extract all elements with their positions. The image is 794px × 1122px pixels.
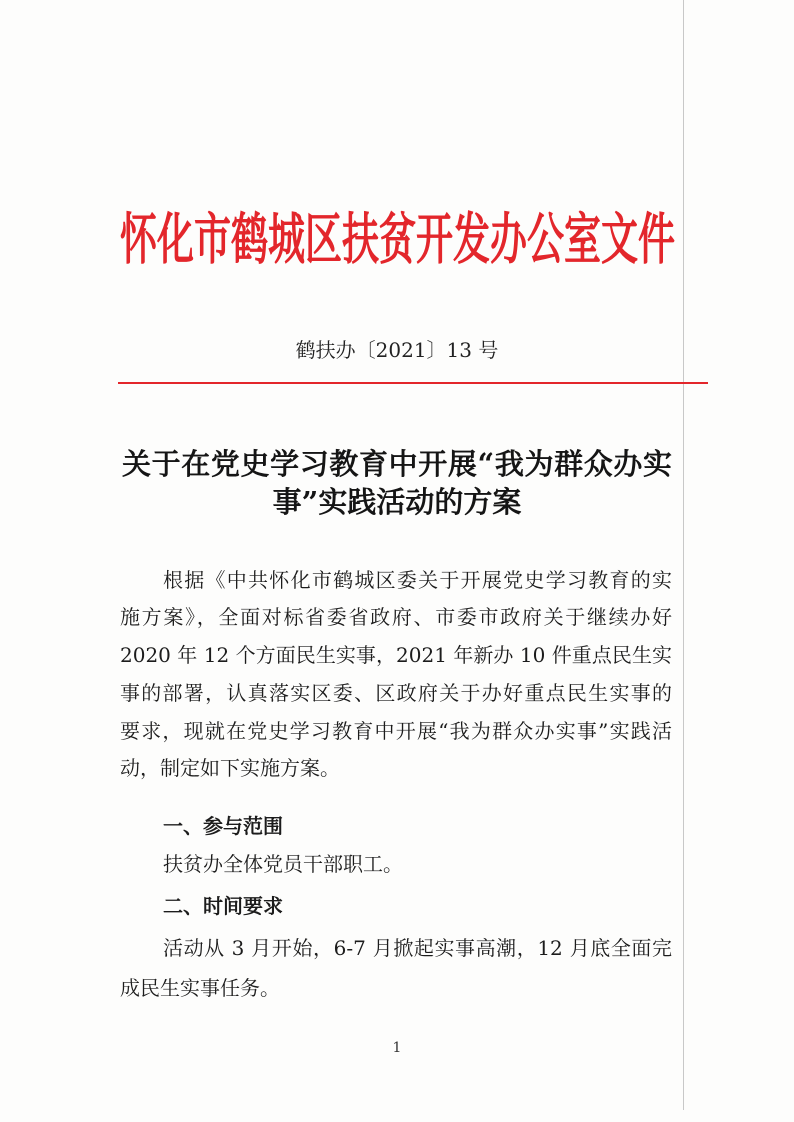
section-time-line: 活动从 3 月开始，6-7 月掀起实事高潮，12 月底全面完 bbox=[163, 936, 672, 960]
section-time-line: 成民生实事任务。 bbox=[120, 976, 280, 1000]
intro-paragraph-line: 动，制定如下实施方案。 bbox=[120, 756, 340, 780]
red-separator-rule bbox=[118, 382, 708, 384]
intro-paragraph-line: 事的部署，认真落实区委、区政府关于办好重点民生实事的 bbox=[120, 681, 672, 705]
section-scope-line: 扶贫办全体党员干部职工。 bbox=[163, 852, 403, 876]
intro-paragraph-line: 根据《中共怀化市鹤城区委关于开展党史学习教育的实 bbox=[163, 568, 672, 592]
document-number: 鹤扶办〔2021〕13 号 bbox=[295, 338, 499, 362]
document-title-line-2: 事”实践活动的方案 bbox=[272, 485, 522, 519]
document-title-line-1: 关于在党史学习教育中开展“我为群众办实 bbox=[122, 447, 672, 481]
header-title: 怀化市鹤城区扶贫开发办公室文件 bbox=[120, 205, 675, 272]
intro-paragraph-line: 施方案》，全面对标省委省政府、市委市政府关于继续办好 bbox=[120, 605, 672, 629]
intro-paragraph-line: 要求，现就在党史学习教育中开展“我为群众办实事”实践活 bbox=[120, 719, 672, 743]
intro-paragraph-line: 2020 年 12 个方面民生实事，2021 年新办 10 件重点民生实 bbox=[120, 643, 672, 667]
section-heading-scope: 一、参与范围 bbox=[163, 814, 283, 838]
section-heading-time: 二、时间要求 bbox=[163, 894, 283, 918]
scan-edge-line bbox=[683, 0, 684, 1110]
page-number: 1 bbox=[392, 1040, 402, 1056]
